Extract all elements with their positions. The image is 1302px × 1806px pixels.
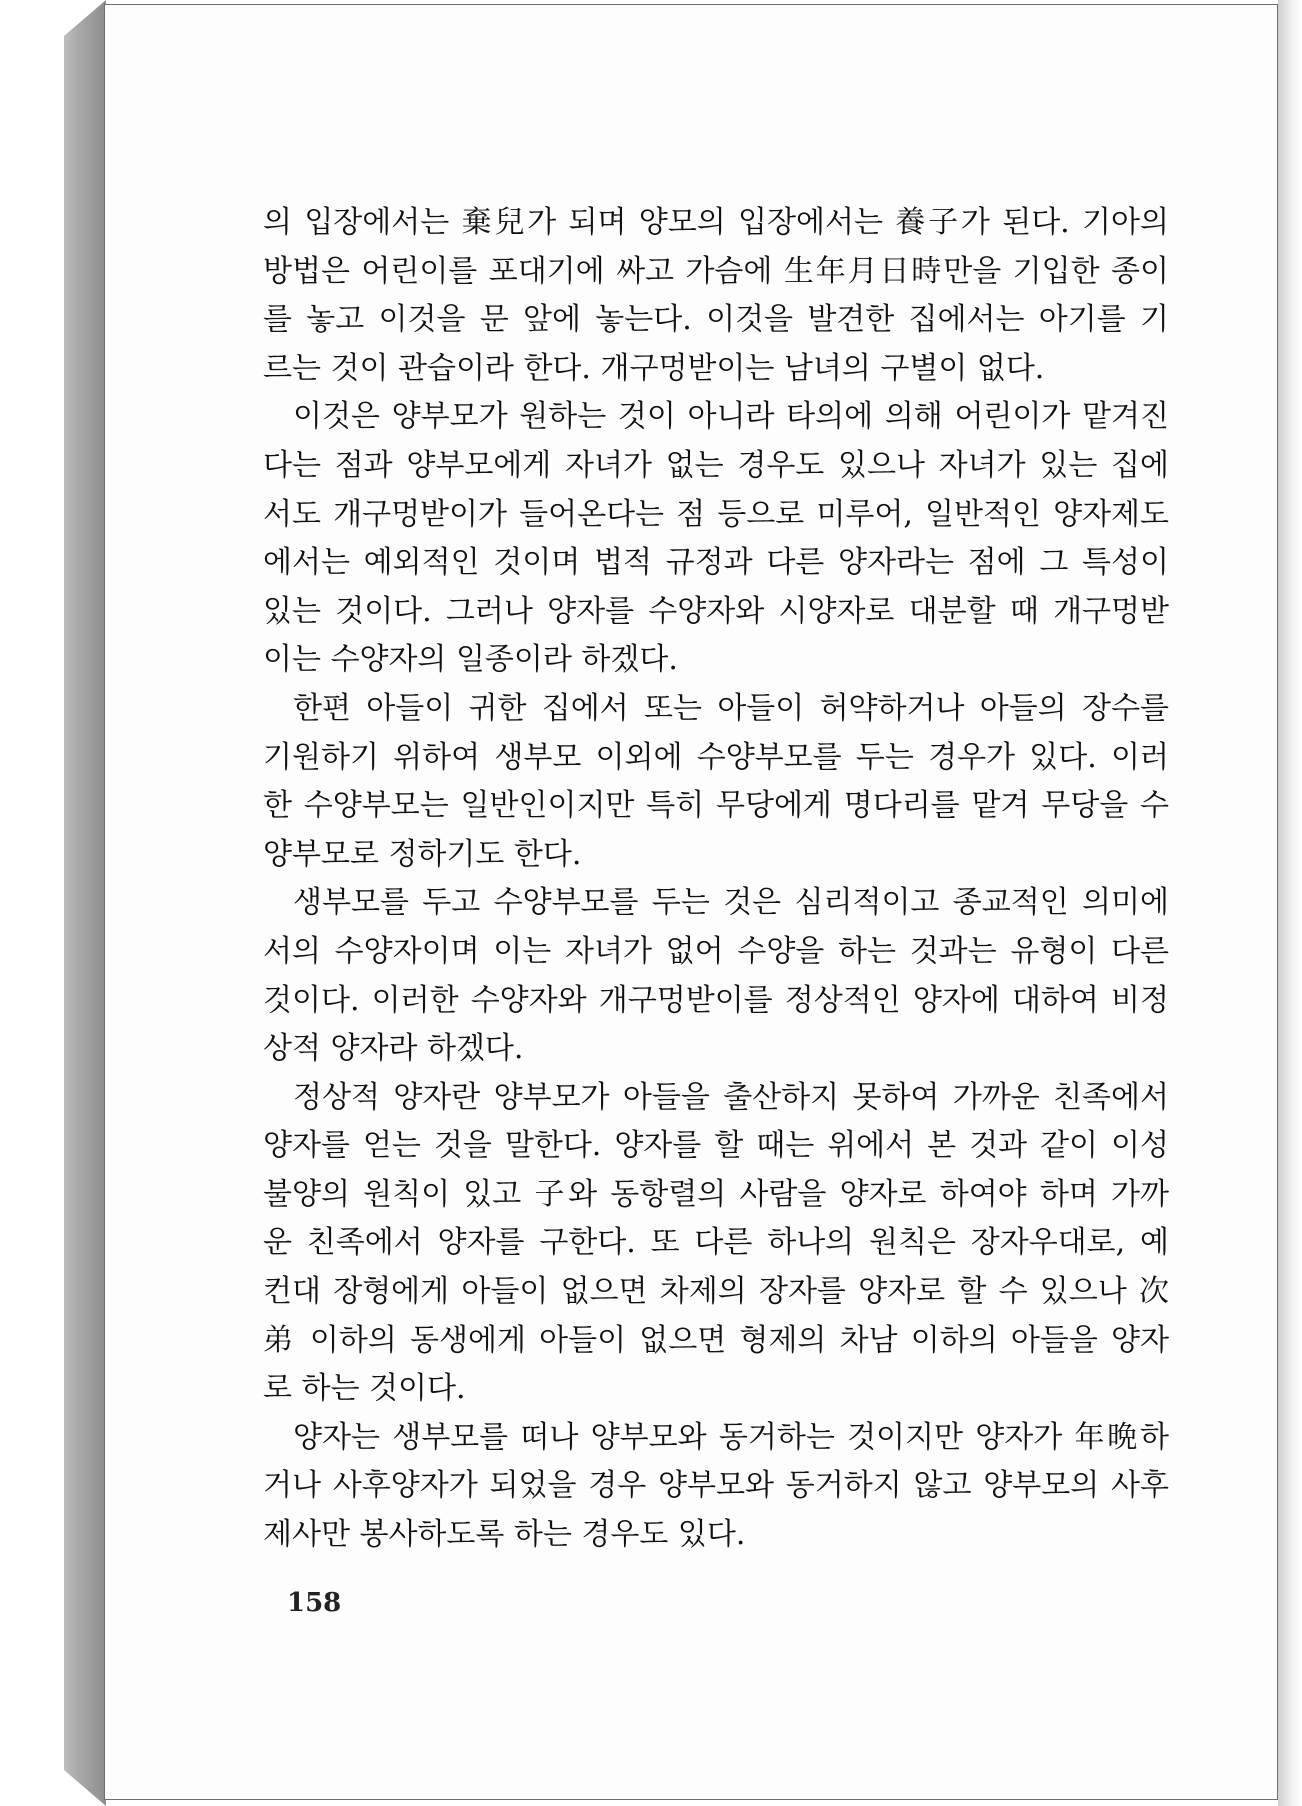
text-line: 컨대 장형에게 아들이 없으면 차제의 장자를 양자로 할 수 있으나 次 — [263, 1274, 1169, 1310]
text-line: 서도 개구멍받이가 들어온다는 점 등으로 미루어, 일반적인 양자제도 — [263, 496, 1169, 532]
text-line: 이것은 양부모가 원하는 것이 아니라 타의에 의해 어린이가 맡겨진 — [293, 399, 1169, 435]
text-line: 의 입장에서는 棄兒가 되며 양모의 입장에서는 養子가 된다. 기아의 — [263, 205, 1169, 240]
text-line: 기원하기 위하여 생부모 이외에 수양부모를 두는 경우가 있다. 이러 — [263, 739, 1169, 775]
text-line: 정상적 양자란 양부모가 아들을 출산하지 못하여 가까운 친족에서 — [293, 1079, 1169, 1115]
text-line: 다는 점과 양부모에게 자녀가 없는 경우도 있으나 자녀가 있는 집에 — [263, 447, 1169, 483]
text-line: 방법은 어린이를 포대기에 싸고 가슴에 生年月日時만을 기입한 종이 — [263, 253, 1169, 289]
text-line: 양부모로 정하기도 한다. — [263, 836, 582, 872]
text-line: 로 하는 것이다. — [263, 1371, 466, 1407]
text-line: 양자는 생부모를 떠나 양부모와 동거하는 것이지만 양자가 年晩하 — [293, 1419, 1169, 1455]
text-line: 운 친족에서 양자를 구한다. 또 다른 하나의 원칙은 장자우대로, 예 — [263, 1225, 1169, 1261]
text-line: 이는 수양자의 일종이라 하겠다. — [263, 642, 678, 678]
text-line: 한 수양부모는 일반인이지만 특히 무당에게 명다리를 맡겨 무당을 수 — [263, 788, 1169, 824]
text-line: 것이다. 이러한 수양자와 개구멍받이를 정상적인 양자에 대하여 비정 — [263, 982, 1169, 1018]
text-line: 있는 것이다. 그러나 양자를 수양자와 시양자로 대분할 때 개구멍받 — [263, 593, 1169, 629]
text-line: 양자를 얻는 것을 말한다. 양자를 할 때는 위에서 본 것과 같이 이성 — [263, 1128, 1169, 1164]
text-line: 상적 양자라 하겠다. — [263, 1031, 524, 1067]
book-spine — [64, 0, 106, 1806]
text-line: 불양의 원칙이 있고 子와 동항렬의 사람을 양자로 하여야 하며 가까 — [263, 1176, 1169, 1212]
text-line: 弟 이하의 동생에게 아들이 없으면 형제의 차남 이하의 아들을 양자 — [263, 1322, 1169, 1358]
text-line: 생부모를 두고 수양부모를 두는 것은 심리적이고 종교적인 의미에 — [293, 885, 1169, 921]
text-line: 한편 아들이 귀한 집에서 또는 아들이 허약하거나 아들의 장수를 — [293, 690, 1169, 726]
page-edge-shadow — [1278, 0, 1302, 1806]
text-line: 서의 수양자이며 이는 자녀가 없어 수양을 하는 것과는 유형이 다른 — [263, 933, 1169, 969]
body-text — [263, 199, 1169, 1560]
page-number: 158 — [287, 1588, 342, 1618]
text-line: 제사만 봉사하도록 하는 경우도 있다. — [263, 1517, 746, 1553]
text-line: 를 놓고 이것을 문 앞에 놓는다. 이것을 발견한 집에서는 아기를 기 — [263, 302, 1169, 338]
text-line: 르는 것이 관습이라 한다. 개구멍받이는 남녀의 구별이 없다. — [263, 350, 1045, 386]
text-line: 거나 사후양자가 되었을 경우 양부모와 동거하지 않고 양부모의 사후 — [263, 1468, 1169, 1504]
text-line: 에서는 예외적인 것이며 법적 규정과 다른 양자라는 점에 그 특성이 — [263, 545, 1169, 581]
